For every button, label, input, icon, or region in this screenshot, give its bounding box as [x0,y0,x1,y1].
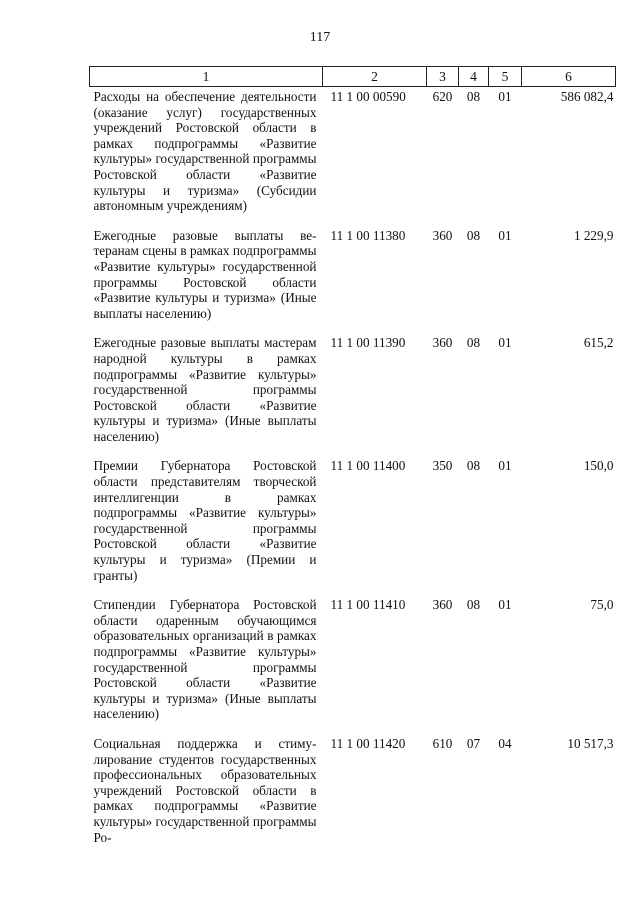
row-col3: 360 [432,597,453,613]
header-row [90,67,616,87]
row-col4: 08 [466,597,481,613]
column-header: 5 [489,67,522,87]
table-row [90,87,616,226]
column-header: 1 [90,67,323,87]
row-code: 11 1 00 11380 [330,227,406,243]
row-description: Социальная поддержка и стимулирование студентов государственных профессиональных образовательных учреждений Ростовской области в рамках подпрограммы «Развитие культуры» государственной программы Ро- [93,735,317,845]
row-col4: 08 [466,227,481,243]
row-description: Стипендии Губернатора Ростовской области одаренным обучающимся образовательных организаций в рамках подпрограммы «Развитие культуры» государственной программы Ростовской области «Развитие культуры и туризма» (Иные выплаты населению) [93,597,317,722]
row-col5: 01 [498,227,512,243]
row-description: Ежегодные разовые выплаты мастерам народной культуры в рамках подпрограммы «Развитие культуры» государственной программы Ростовской области «Развитие культуры и туризма» (Иные выплаты населению) [93,335,317,444]
row-col5: 01 [498,597,512,613]
budget-table [89,66,616,857]
row-col3: 350 [432,458,453,474]
row-col5: 01 [498,89,512,104]
row-code: 11 1 00 11420 [330,735,406,751]
row-col5: 04 [498,735,512,751]
row-code: 11 1 00 00590 [330,89,406,104]
row-description: Ежегодные разовые выплаты ветеранам сцены в рамках подпрограммы «Развитие культуры» государственной программы Ростовской области «Развитие культуры и туризма» (Иные выплаты населению) [93,227,317,321]
column-header: 6 [522,67,616,87]
column-header: 3 [427,67,459,87]
row-col3: 360 [432,335,453,351]
row-code: 11 1 00 11400 [330,458,406,474]
row-amount: 75,0 [590,597,614,613]
row-col4: 08 [466,89,481,104]
row-col3: 360 [432,227,453,243]
row-code: 11 1 00 11410 [330,597,406,613]
row-col5: 01 [498,458,512,474]
page-number: 117 [309,30,331,45]
row-amount: 150,0 [583,458,614,474]
table-row [90,226,616,334]
row-col4: 07 [466,735,481,751]
row-description: Премии Губернатора Ростовской области представителям творческой интеллигенции в рамках подпрограммы «Развитие культуры» государственной программы Ростовской области «Развитие культуры и туризма» (Премии и гранты) [93,458,317,583]
table-row [90,734,616,857]
row-description: Расходы на обеспечение деятельности (оказание услуг) государственных учреждений Ростовской области в рамках подпрограммы «Развитие культуры» государственной программы Ростовской области «Развитие культуры и туризма» (Субсидии автономным учреждениям) [93,89,317,214]
row-code: 11 1 00 11390 [330,335,406,351]
row-col3: 620 [432,89,453,104]
row-amount: 586 082,4 [560,89,614,104]
row-amount: 615,2 [583,335,614,351]
column-header: 4 [459,67,489,87]
row-col3: 610 [432,735,453,751]
row-amount: 10 517,3 [567,735,614,751]
row-col4: 08 [466,335,481,351]
row-col5: 01 [498,335,512,351]
table-row [90,595,616,734]
row-col4: 08 [466,458,481,474]
table-row [90,456,616,595]
row-amount: 1 229,9 [573,227,614,243]
table-row [90,333,616,456]
column-header: 2 [323,67,427,87]
